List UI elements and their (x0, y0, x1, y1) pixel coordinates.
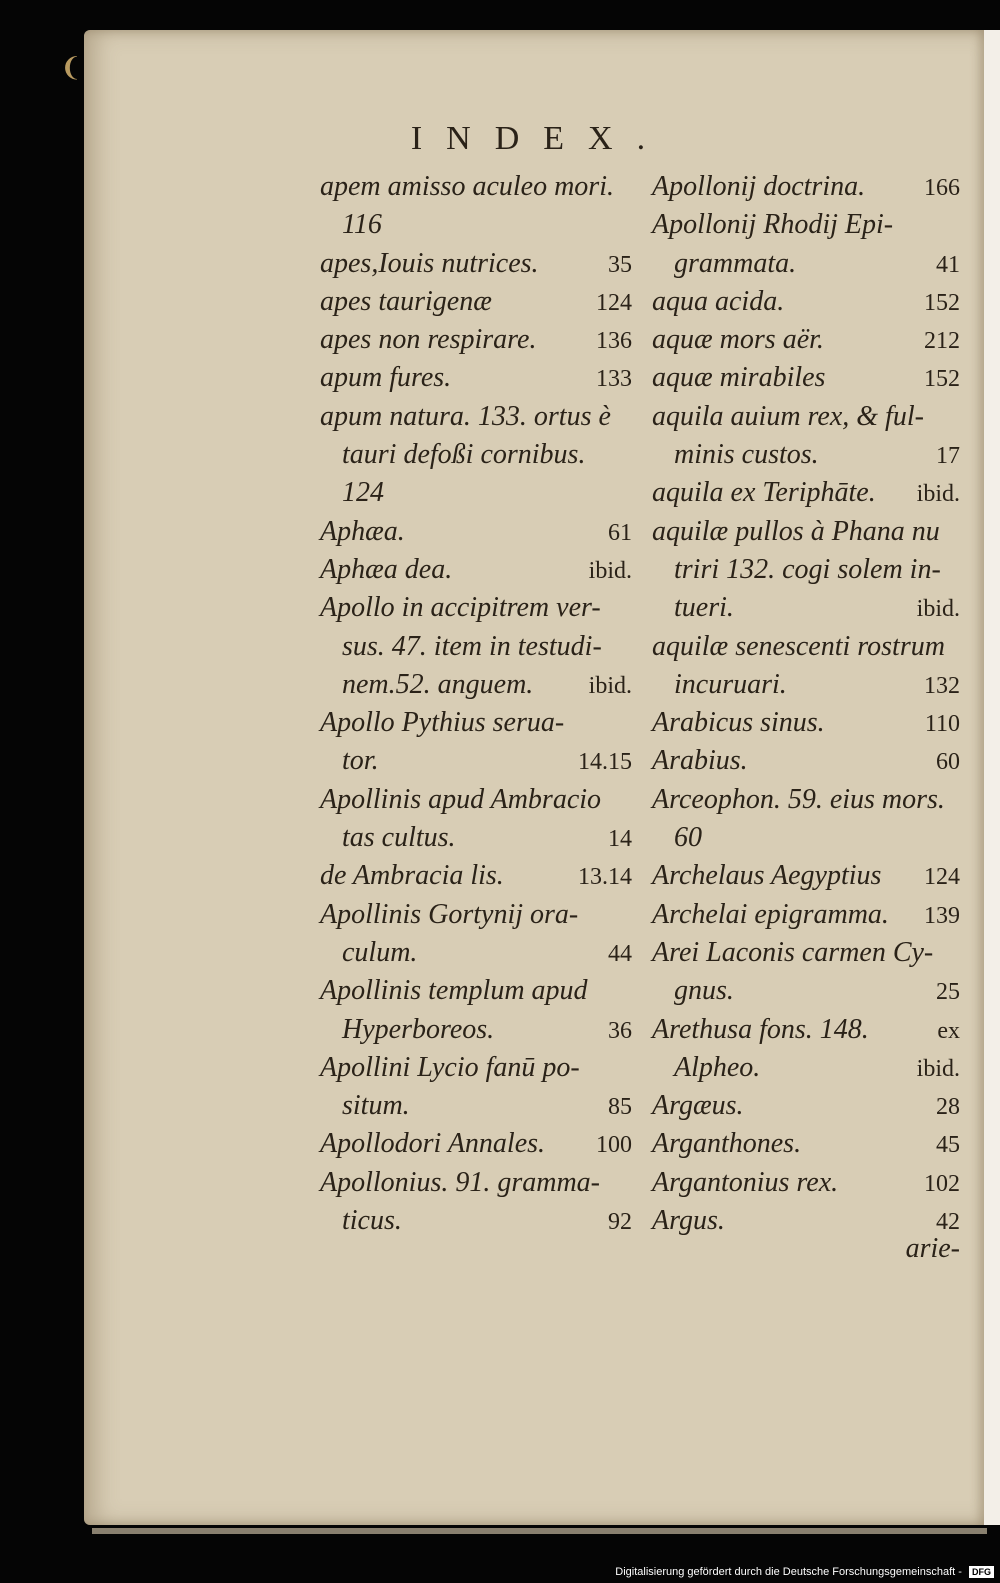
index-column-left (320, 168, 632, 1240)
index-entry (652, 359, 960, 397)
index-entry (320, 1087, 632, 1125)
index-entry (652, 781, 960, 819)
index-entry (652, 245, 960, 283)
index-entry-page: 166 (924, 175, 960, 201)
catchword: arie- (905, 1233, 960, 1264)
index-entry (320, 934, 632, 972)
index-entry-page: 44 (608, 940, 632, 967)
index-entry-text: apes non respirare. (320, 324, 537, 356)
index-entry-text: de Ambracia lis. (320, 860, 504, 892)
index-entry-text: Arabicus sinus. (652, 707, 825, 739)
index-entry-text: Alpheo. (674, 1051, 761, 1083)
index-entry-text: Aphæa. (320, 515, 405, 547)
index-entry-text: Arganthones. (652, 1128, 802, 1160)
index-entry-page: 25 (936, 979, 960, 1006)
index-entry-page: 36 (608, 1017, 632, 1044)
index-entry-text: Aphæa dea. (320, 553, 453, 585)
index-entry-text: Arabius. (652, 745, 748, 777)
index-entry-text: Apollinis templum apud (320, 975, 588, 1007)
index-entry (652, 1049, 960, 1087)
index-entry (652, 283, 960, 321)
index-entry (320, 742, 632, 780)
index-entry (320, 1202, 632, 1240)
index-entry (652, 436, 960, 474)
index-entry-text: Apollonius. 91. gramma- (320, 1166, 600, 1198)
index-entry (320, 474, 632, 512)
index-entry (320, 1164, 632, 1202)
index-entry-page: 14 (608, 826, 632, 853)
index-entry-page: ibid. (588, 557, 632, 584)
index-entry-text: Apollo Pythius serua- (320, 707, 565, 739)
index-entry-text: Apollonij Rhodij Epi- (652, 209, 894, 241)
index-entry-page: ibid. (916, 481, 960, 508)
index-entry-text: aquila ex Teriphāte. (652, 477, 876, 509)
index-entry (652, 628, 960, 666)
index-entry (652, 551, 960, 589)
index-entry-text: aquilæ pullos à Phana nu (652, 515, 940, 547)
index-entry-text: culum. (342, 936, 418, 968)
index-entry-page: ex (937, 1017, 960, 1044)
index-entry-page: 124 (596, 289, 632, 316)
index-entry-text: Arei Laconis carmen Cy- (652, 936, 934, 968)
index-entry (652, 168, 960, 206)
index-entry (652, 1011, 960, 1049)
index-entry-page: 42 (936, 1209, 960, 1236)
index-entry-text: apum natura. 133. ortus è (320, 400, 611, 432)
index-entry-text: Arethusa fons. 148. (652, 1013, 869, 1045)
dfg-logo: DFG (969, 1566, 994, 1578)
index-entry (652, 819, 960, 857)
index-entry-text: apes,Iouis nutrices. (320, 247, 539, 279)
index-entry (320, 819, 632, 857)
index-entry-page: 152 (924, 366, 960, 393)
index-entry-text: aqua acida. (652, 285, 785, 317)
index-entry (320, 896, 632, 934)
index-entry (320, 513, 632, 551)
index-entry (320, 551, 632, 589)
binding-mark: ❨ (60, 53, 82, 82)
index-entry-page: 136 (596, 328, 632, 355)
index-entry (652, 666, 960, 704)
index-entry-page: ibid. (588, 672, 632, 699)
index-entry-text: Argantonius rex. (652, 1166, 839, 1198)
index-entry-text: 116 (342, 209, 382, 241)
index-entry-text: Argus. (652, 1205, 725, 1237)
index-entry-page: 132 (924, 672, 960, 699)
index-entry-text: tueri. (674, 592, 734, 624)
index-entry (320, 436, 632, 474)
index-entry (652, 704, 960, 742)
page-edge (92, 1528, 987, 1534)
index-entry-text: grammata. (674, 247, 797, 279)
index-entry-text: Arceophon. 59. eius mors. (652, 783, 945, 815)
index-entry-text: Apollo in accipitrem ver- (320, 592, 601, 624)
footer-credit (600, 1564, 994, 1580)
index-entry (320, 781, 632, 819)
index-entry (652, 398, 960, 436)
index-entry-page: 35 (608, 251, 632, 278)
index-entry-page: 60 (936, 749, 960, 776)
index-entry-page: 85 (608, 1094, 632, 1121)
index-entry-text: aquæ mors aër. (652, 324, 824, 356)
index-entry-text: tauri defoßi cornibus. (342, 439, 586, 471)
index-entry (320, 1049, 632, 1087)
index-entry-text: Archelai epigramma. (652, 898, 889, 930)
index-entry-text: Apollini Lycio fanū po- (320, 1051, 580, 1083)
index-entry (320, 245, 632, 283)
index-entry-text: Argæus. (652, 1090, 744, 1122)
footer-text: Digitalisierung gefördert durch die Deutsche Forschungsgemeinschaft - (615, 1566, 962, 1578)
index-entry-page: 45 (936, 1132, 960, 1159)
index-entry-text: sus. 47. item in testudi- (342, 630, 602, 662)
index-entry (320, 628, 632, 666)
index-entry-text: tor. (342, 745, 379, 777)
index-entry (320, 972, 632, 1010)
index-entry-text: ticus. (342, 1205, 402, 1237)
index-entry (320, 857, 632, 895)
index-entry-text: 60 (674, 822, 702, 854)
index-entry-page: 110 (924, 711, 960, 738)
index-entry-page: 13.14 (578, 864, 632, 891)
index-entry-text: minis custos. (674, 439, 819, 471)
index-entry (652, 321, 960, 359)
index-entry (652, 934, 960, 972)
index-entry-page: 139 (924, 902, 960, 929)
index-entry-text: Apollonij doctrina. (652, 171, 866, 202)
index-entry-page: 28 (936, 1094, 960, 1121)
index-entry-text: Hyperboreos. (342, 1013, 495, 1045)
index-entry-text: apum fures. (320, 362, 452, 394)
index-entry-text: triri 132. cogi solem in- (674, 553, 941, 585)
index-entry (320, 1011, 632, 1049)
index-entry-page: 92 (608, 1209, 632, 1236)
index-entry (320, 704, 632, 742)
facing-page-edge (984, 30, 1000, 1525)
index-entry (320, 398, 632, 436)
index-entry-page: ibid. (916, 596, 960, 623)
index-entry (652, 206, 960, 244)
index-entry (652, 1087, 960, 1125)
index-entry-text: incuruari. (674, 668, 787, 700)
index-entry (652, 1125, 960, 1163)
index-entry (320, 666, 632, 704)
index-entry (652, 972, 960, 1010)
index-entry-page: 152 (924, 289, 960, 316)
index-entry-text: Apollinis Gortynij ora- (320, 898, 579, 930)
index-entry-text: nem.52. anguem. (342, 668, 534, 700)
index-entry (652, 857, 960, 895)
index-entry-text: situm. (342, 1090, 410, 1122)
index-entry-text: Apollodori Annales. (320, 1128, 546, 1160)
index-entry (320, 589, 632, 627)
index-entry-page: ibid. (916, 1055, 960, 1082)
index-entry (652, 513, 960, 551)
index-entry-text: apem amisso aculeo mori. (320, 171, 614, 202)
index-column-right (652, 168, 960, 1240)
index-entry-page: 41 (936, 251, 960, 278)
index-entry (652, 1164, 960, 1202)
index-entry-page: 17 (936, 443, 960, 470)
index-entry (320, 1125, 632, 1163)
index-entry-text: aquæ mirabiles (652, 362, 826, 394)
index-entry-page: 212 (924, 328, 960, 355)
index-entry-text: aquilæ senescenti rostrum (652, 630, 945, 662)
index-entry (652, 742, 960, 780)
index-entry (320, 206, 632, 244)
index-entry-page: 102 (924, 1170, 960, 1197)
index-entry (320, 168, 632, 206)
index-entry-text: 124 (342, 477, 384, 509)
index-entry-page: 133 (596, 366, 632, 393)
page-heading: INDEX. (410, 120, 670, 157)
index-entry-text: gnus. (674, 975, 734, 1007)
index-entry-page: 14.15 (578, 749, 632, 776)
index-entry-text: Apollinis apud Ambracio (320, 783, 602, 815)
index-entry (320, 321, 632, 359)
index-entry-text: tas cultus. (342, 822, 456, 854)
index-entry (652, 474, 960, 512)
index-entry-text: aquila auium rex, & ful- (652, 400, 924, 432)
index-entry-text: Archelaus Aegyptius (652, 860, 882, 892)
index-entry-text: apes taurigenæ (320, 285, 492, 317)
index-entry (320, 359, 632, 397)
index-entry (652, 896, 960, 934)
index-entry-page: 124 (924, 864, 960, 891)
index-entry (652, 589, 960, 627)
index-entry (320, 283, 632, 321)
index-entry-page: 100 (596, 1132, 632, 1159)
index-entry-page: 61 (608, 519, 632, 546)
